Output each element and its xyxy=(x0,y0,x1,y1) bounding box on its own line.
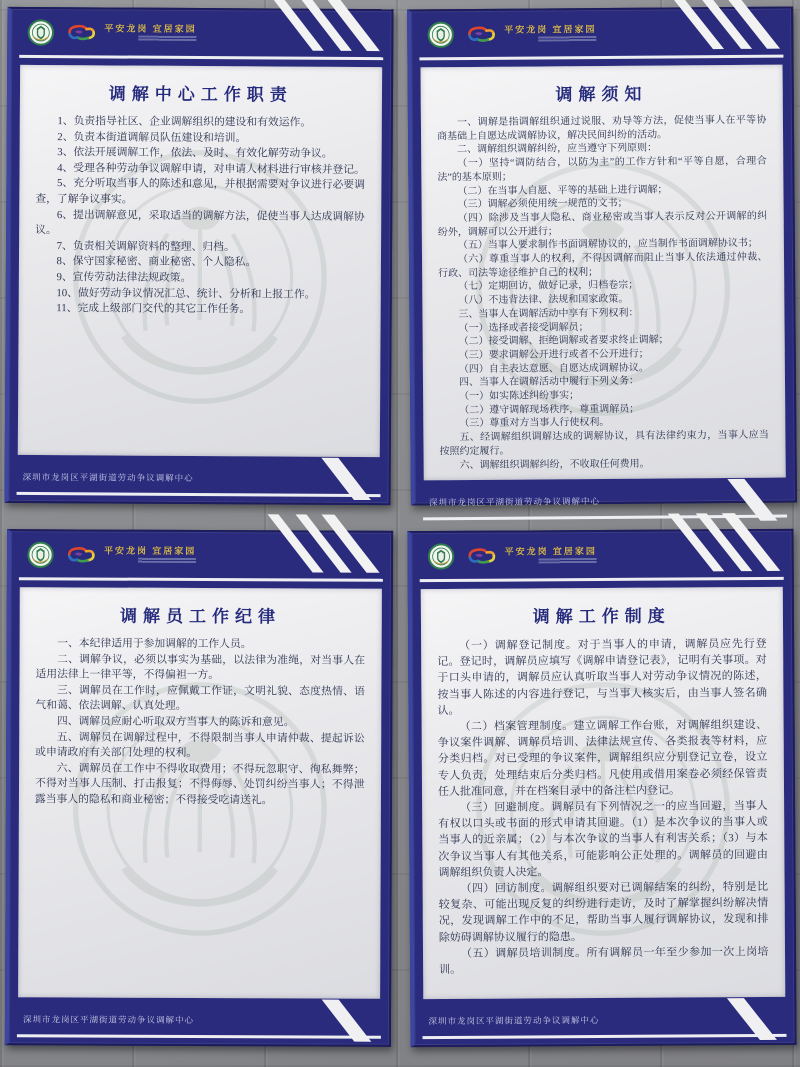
paragraph: 四、当事人在调解活动中履行下列义务： xyxy=(458,376,639,389)
poster-footer xyxy=(414,1004,794,1036)
paragraph: 二、调解争议，必须以事实为基础，以法律为准绳，对当事人在适用法律上一律平等，不得偏袒一方。 xyxy=(35,652,366,682)
paragraph: （八）不违背法律、法规和国家政策。 xyxy=(457,293,628,307)
brand-subline-text xyxy=(138,558,196,563)
paragraph: 6、提出调解意见，采取适当的调解方法，促使当事人达成调解协议。 xyxy=(35,208,365,237)
poster-paper xyxy=(18,65,382,457)
mediation-badge-icon xyxy=(27,18,54,45)
paragraph: （四）自主表达意愿、自愿达成调解协议。 xyxy=(458,362,649,375)
diagonal-stripes-icon xyxy=(646,0,796,49)
paragraph: 5、充分听取当事人的陈述和意见，并根据需要对争议进行必要调查，了解争议事实。 xyxy=(35,177,365,206)
poster-board xyxy=(407,6,796,508)
poster-center-duties xyxy=(4,7,393,505)
brand-subline-text xyxy=(538,36,596,41)
paragraph: （三）调解必须使用统一规范的文书； xyxy=(457,198,628,211)
footer-diagonal-stripe-icon xyxy=(321,1000,371,1042)
longgang-swirl-icon xyxy=(64,543,98,565)
poster-body xyxy=(436,114,768,473)
paragraph: 四、调解员应耐心听取双方当事人的陈诉和意见。 xyxy=(56,715,295,729)
paragraph: 11、完成上级部门交代的其它工作任务。 xyxy=(56,302,251,316)
poster-board xyxy=(407,529,796,1047)
brand-slogan: 平安龙岗 宜居家园 xyxy=(104,545,197,556)
footer-diagonal-stripe-icon xyxy=(726,998,776,1040)
paragraph: （二）遵守调解现场秩序，尊重调解员； xyxy=(458,403,639,416)
paragraph: （二）在当事人自愿、平等的基础上进行调解； xyxy=(456,183,668,197)
poster-title: 调解员工作纪律 xyxy=(119,606,282,627)
paragraph: （三）回避制度。调解员有下列情况之一的应当回避，当事人有权以口头或书面的形式申请其回避。（1）是本次争议的当事人或当事人的近亲属；（2）与本次争议的当事人有利害关系；（3）与本次争议当事人有其他关系，可能影响公正处理的。调解员的回避由调解组织负责人决定。 xyxy=(437,800,768,879)
poster-body xyxy=(35,636,365,809)
paragraph: （四）除涉及当事人隐私、商业秘密或当事人表示反对公开调解的纠纷外，调解可以公开进行； xyxy=(437,210,767,238)
poster-title: 调解工作制度 xyxy=(532,606,671,627)
poster-board xyxy=(4,7,393,505)
poster-body xyxy=(35,114,366,319)
paragraph: 三、调解员在工作时，应佩戴工作证，文明礼貌、态度热情、语气和蔼、依法调解、认真处理。 xyxy=(35,684,365,713)
poster-mediator-discipline xyxy=(5,529,393,1047)
brand-lockup xyxy=(464,544,596,567)
header-logos xyxy=(427,20,596,48)
diagonal-stripes-icon xyxy=(247,2,397,51)
paragraph: （七）定期回访，做好记录，归档卷宗； xyxy=(457,280,638,293)
longgang-swirl-icon xyxy=(464,545,498,567)
paragraph: （二）接受调解、拒绝调解或者要求终止调解； xyxy=(458,334,669,348)
poster-title: 调解中心工作职责 xyxy=(108,84,293,105)
paragraph: （一）坚持“调防结合，以防为主”的工作方针和“平等自愿，合理合法”的基本原则； xyxy=(436,155,767,184)
poster-header xyxy=(11,531,391,579)
mediation-badge-icon xyxy=(27,541,54,568)
diagonal-stripes-icon xyxy=(646,523,796,572)
longgang-swirl-icon xyxy=(464,23,498,45)
poster-board xyxy=(5,529,393,1047)
poster-paper xyxy=(420,65,785,481)
poster-header xyxy=(411,531,791,579)
poster-paper xyxy=(18,587,381,999)
poster-header xyxy=(411,9,791,58)
brand-subline-text xyxy=(139,36,197,41)
paragraph: （四）回访制度。调解组织要对已调解结案的纠纷，特别是比较复杂、可能出现反复的纠纷进行走访，及时了解掌握纠纷解决情况，发现调解工作中的不足，帮助当事人履行调解协议，发现和排除妨碍调解协议履行的隐患。 xyxy=(438,881,768,944)
brand-slogan: 平安龙岗 宜居家园 xyxy=(503,23,597,35)
brand-subline-text xyxy=(538,558,596,563)
poster-footer xyxy=(9,1004,389,1036)
paragraph: （三）尊重对方当事人行使权利。 xyxy=(458,417,609,430)
paragraph: 1、负责指导社区、企业调解组织的建设和有效运作。 xyxy=(57,115,312,129)
poster-title: 调解须知 xyxy=(554,84,648,105)
footer-diagonal-stripe-icon xyxy=(321,458,371,500)
paragraph: （一）如实陈述纠纷事实； xyxy=(458,390,579,403)
paragraph: 三、当事人在调解活动中享有下列权利： xyxy=(457,307,638,320)
brand-slogan: 平安龙岗 宜居家园 xyxy=(504,545,597,557)
paragraph: 8、保守国家秘密、商业秘密、个人隐私。 xyxy=(56,255,257,269)
poster-body xyxy=(437,636,769,978)
footer-center-name: 深圳市龙岗区平湖街道劳动争议调解中心 xyxy=(427,1015,599,1027)
paragraph: 2、负责本街道调解员队伍建设和培训。 xyxy=(57,130,247,144)
poster-footer xyxy=(9,462,389,494)
paragraph: （六）尊重当事人的权利，不得因调解而阻止当事人依法通过仲裁、行政、司法等途径维护自己的权利； xyxy=(437,251,768,280)
poster-header xyxy=(11,9,391,57)
brand-lockup xyxy=(464,22,596,45)
footer-center-name: 深圳市龙岗区平湖街道劳动争议调解中心 xyxy=(428,496,600,508)
mediation-badge-icon xyxy=(427,542,454,569)
mediation-badge-icon xyxy=(427,21,454,48)
paragraph: （三）要求调解公开进行或者不公开进行； xyxy=(458,348,649,362)
paragraph: 一、调解是指调解组织通过说服、劝导等方法，促使当事人在平等协商基础上自愿达成调解协议，解决民间纠纷的活动。 xyxy=(436,114,766,142)
paragraph: 六、调解组织调解纠纷，不收取任何费用。 xyxy=(459,458,650,471)
diagonal-stripes-icon xyxy=(246,524,396,573)
poster-footer xyxy=(414,485,794,518)
paragraph: 3、依法开展调解工作，依法、及时、有效化解劳动争议。 xyxy=(57,146,333,161)
brand-lockup xyxy=(64,543,196,566)
header-logos xyxy=(27,18,196,46)
poster-work-system xyxy=(407,529,796,1047)
poster-mediation-notice xyxy=(407,6,796,508)
paragraph: 10、做好劳动争议情况汇总、统计、分析和上报工作。 xyxy=(56,286,316,301)
paragraph: （五）当事人要求制作书面调解协议的，应当制作书面调解协议书； xyxy=(457,238,758,252)
paragraph: 六、调解员在工作中不得收取费用；不得玩忽职守、徇私舞弊；不得对当事人压制、打击报复；不得侮辱、处罚纠纷当事人；不得泄露当事人的隐私和商业秘密；不得接受吃请送礼。 xyxy=(34,762,365,807)
paragraph: （一）选择或者接受调解员； xyxy=(458,321,589,334)
paragraph: 二、调解组织调解纠纷，应当遵守下列原则： xyxy=(456,142,657,156)
brand-slogan: 平安龙岗 宜居家园 xyxy=(104,22,197,34)
longgang-swirl-icon xyxy=(64,21,98,43)
paragraph: 一、本纪律适用于参加调解的工作人员。 xyxy=(57,637,252,651)
footer-center-name: 深圳市龙岗区平湖街道劳动争议调解中心 xyxy=(22,471,194,483)
paragraph: 9、宣传劳动法律法规政策。 xyxy=(56,271,192,284)
paragraph: （一）调解登记制度。对于当事人的申请，调解员应先行登记。登记时，调解员应填写《调解申请登记表》，记明有关事项。对于口头申请的，调解员应认真听取当事人对劳动争议情况的陈述，按当事人陈述的内容进行登记，与当事人核实后，由当事人签名确认。 xyxy=(436,637,767,717)
poster-paper xyxy=(420,587,784,999)
paragraph: （五）调解员培训制度。所有调解员一年至少参加一次上岗培训。 xyxy=(438,945,769,977)
paragraph: 4、受理各种劳动争议调解申请，对申请人材料进行审核并登记。 xyxy=(57,161,365,176)
paragraph: 五、调解员在调解过程中，不得限制当事人申请仲裁、提起诉讼或申请政府有关部门处理的权利。 xyxy=(35,730,365,760)
header-logos xyxy=(27,541,196,569)
paragraph: 五、经调解组织调解达成的调解协议，具有法律约束力，当事人应当按照约定履行。 xyxy=(438,429,769,458)
paragraph: （二）档案管理制度。建立调解工作台账，对调解组织建设、争议案件调解、调解员培训、法律法规宣传、各类报表等材料，应分类归档。对已受理的争议案件，调解组织应分别登记立卷，设立专人负责，处理结束后分类归档。凡使用或借用案卷必须经保管责任人批准同意，并在档案目录中的备注栏内登记。 xyxy=(437,719,767,798)
paragraph: 7、负责相关调解资料的整理、归档。 xyxy=(56,239,235,253)
header-logos xyxy=(427,542,596,570)
brand-lockup xyxy=(64,21,196,44)
footer-center-name: 深圳市龙岗区平湖街道劳动争议调解中心 xyxy=(22,1014,195,1025)
